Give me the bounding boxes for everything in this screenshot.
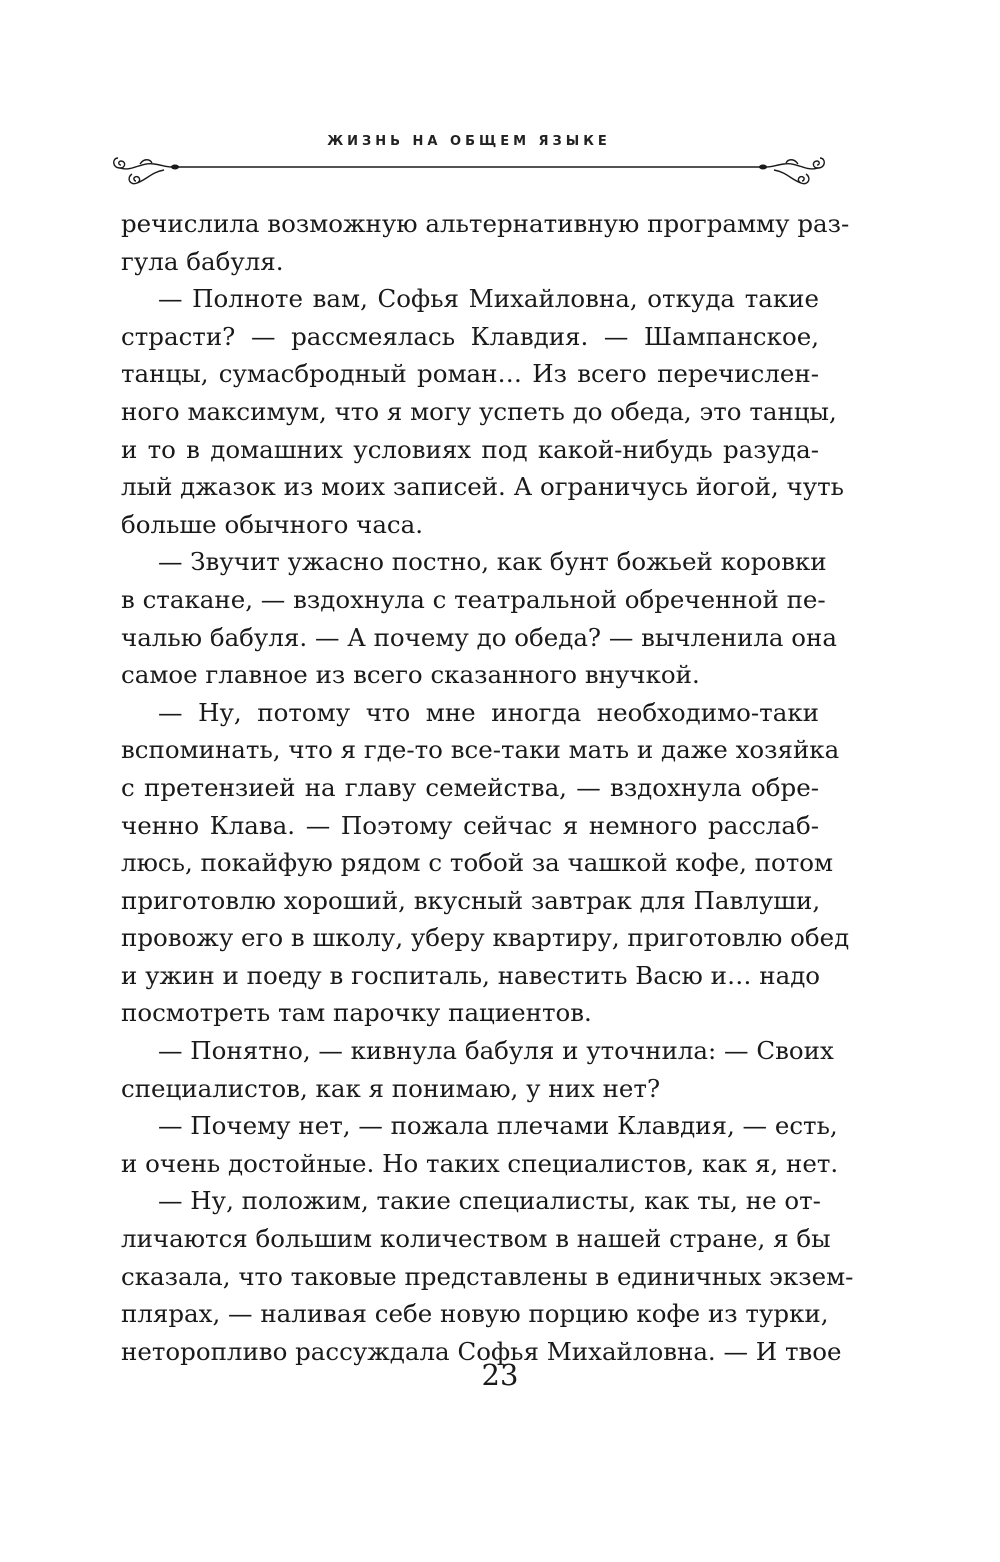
page-number: 23 bbox=[481, 1358, 519, 1392]
text-line: вспоминать, что я где-то все-таки мать и даже хозяйка bbox=[121, 735, 840, 765]
text-line: неторопливо рассуждала Софья Михайловна. — И твое bbox=[121, 1336, 842, 1366]
header-ornament bbox=[110, 148, 828, 188]
text-line: — Почему нет, — пожала плечами Клавдия, — есть, bbox=[158, 1111, 838, 1141]
text-line: и ужин и поеду в госпиталь, навестить Васю и… надо bbox=[121, 960, 821, 990]
text-line: провожу его в школу, уберу квартиру, приготовлю обед bbox=[121, 923, 850, 953]
text-line: и то в домашних условиях под какой-нибудь разуда- bbox=[121, 434, 819, 464]
text-line: — Полноте вам, Софья Михайловна, откуда такие bbox=[158, 284, 819, 314]
text-line: ченно Клава. — Поэтому сейчас я немного расслаб- bbox=[121, 810, 819, 840]
text-line: речислила возможную альтернативную программу раз- bbox=[121, 209, 850, 238]
text-line: гула бабуля. bbox=[121, 246, 284, 276]
text-line: личаются большим количеством в нашей стране, я бы bbox=[121, 1224, 831, 1254]
text-line: — Звучит ужасно постно, как бунт божьей коровки bbox=[158, 547, 827, 577]
text-line: и очень достойные. Но таких специалистов, как я, нет. bbox=[121, 1148, 839, 1178]
text-line: с претензией на главу семейства, — вздохнула обре- bbox=[121, 772, 819, 802]
body-text bbox=[121, 205, 854, 1370]
text-line: приготовлю хороший, вкусный завтрак для Павлуши, bbox=[121, 885, 821, 915]
flourish-right-icon bbox=[759, 158, 824, 184]
flourish-left-icon bbox=[114, 158, 179, 184]
text-line: сказала, что таковые представлены в единичных экзем- bbox=[121, 1261, 854, 1291]
text-line: в стакане, — вздохнула с театральной обреченной пе- bbox=[121, 584, 826, 614]
text-line: больше обычного часа. bbox=[121, 509, 424, 539]
text-line: страсти? — рассмеялась Клавдия. — Шампанское, bbox=[121, 321, 819, 351]
text-line: ного максимум, что я могу успеть до обеда, это танцы, bbox=[121, 396, 837, 426]
text-line: лый джазок из моих записей. А ограничусь йогой, чуть bbox=[121, 472, 845, 502]
text-line: посмотреть там парочку пациентов. bbox=[121, 998, 592, 1028]
text-line: специалистов, как я понимаю, у них нет? bbox=[121, 1073, 661, 1103]
text-line: люсь, покайфую рядом с тобой за чашкой кофе, потом bbox=[121, 848, 834, 878]
running-header bbox=[110, 128, 828, 188]
text-line: — Ну, потому что мне иногда необходимо-таки bbox=[158, 697, 819, 727]
text-line: танцы, сумасбродный роман… Из всего перечислен- bbox=[121, 359, 819, 389]
text-line: — Понятно, — кивнула бабуля и уточнила: — Своих bbox=[158, 1036, 834, 1066]
text-line: чалью бабуля. — А почему до обеда? — вычленила она bbox=[121, 622, 837, 652]
text-line: самое главное из всего сказанного внучкой. bbox=[121, 660, 700, 690]
text-line: — Ну, положим, такие специалисты, как ты, не от- bbox=[158, 1186, 821, 1216]
running-title: ЖИЗНЬ НА ОБЩЕМ ЯЗЫКЕ bbox=[327, 134, 611, 149]
text-line: плярах, — наливая себе новую порцию кофе из турки, bbox=[121, 1299, 829, 1329]
